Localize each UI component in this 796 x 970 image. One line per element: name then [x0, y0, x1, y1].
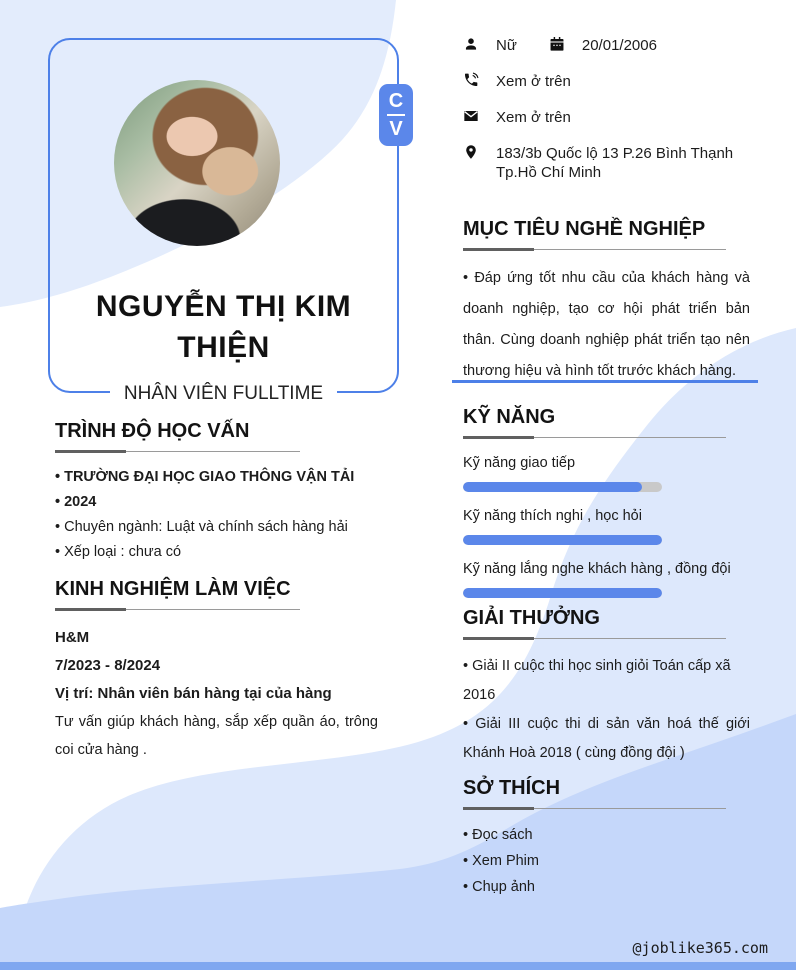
email-value: Xem ở trên: [496, 109, 571, 126]
phone-value: Xem ở trên: [496, 73, 571, 90]
skill-item: [463, 505, 750, 545]
hobby-item: • Chụp ảnh: [463, 879, 535, 895]
address-value: 183/3b Quốc lộ 13 P.26 Bình Thạnh Tp.Hồ Chí Minh: [496, 145, 734, 181]
education-year: • 2024: [55, 494, 97, 510]
location-icon: [463, 144, 479, 160]
person-icon: [463, 36, 479, 52]
skill-label: Kỹ năng thích nghi , học hỏi: [463, 508, 642, 524]
experience-section: [55, 578, 378, 764]
skill-bar-fill: [463, 535, 662, 545]
hobbies-underline: [463, 807, 726, 810]
cv-badge-divider: [387, 114, 405, 116]
experience-description: Tư vấn giúp khách hàng, sắp xếp quần áo, trông coi cửa hàng .: [55, 714, 378, 758]
skill-item: [463, 452, 750, 492]
contact-section: [463, 36, 750, 199]
experience-title: KINH NGHIỆM LÀM VIỆC: [55, 578, 291, 600]
profile-photo: [114, 80, 280, 246]
birthday-value: 20/01/2006: [581, 37, 657, 54]
education-major: • Chuyên ngành: Luật và chính sách hàng hải: [55, 519, 348, 535]
candidate-name: NGUYỄN THỊ KIM THIỆN: [95, 290, 352, 364]
experience-company: H&M: [55, 629, 90, 646]
awards-section: [463, 607, 750, 768]
skill-bar-fill: [463, 482, 642, 492]
education-grade: • Xếp loại : chưa có: [55, 544, 182, 560]
experience-period: 7/2023 - 8/2024: [55, 657, 161, 674]
contact-row-phone: [463, 72, 750, 91]
education-underline: [55, 450, 300, 453]
phone-icon: [463, 72, 479, 88]
contact-row-email: [463, 108, 750, 127]
hobbies-title: SỞ THÍCH: [463, 777, 561, 799]
contact-row-address: [463, 144, 750, 182]
cv-badge-bottom-letter: V: [389, 118, 403, 140]
award-item: • Giải II cuộc thi học sinh giỏi Toán cấp xã 2016: [463, 658, 731, 703]
skill-label: Kỹ năng giao tiếp: [463, 455, 576, 471]
skills-section: [463, 406, 750, 598]
objective-text: • Đáp ứng tốt nhu cầu của khách hàng và doanh nghiệp, tạo cơ hội phát triển bản thân. Cùng doanh nghiệp phát triển tạo nên thương hiệu và hình tốt trước khách hàng.: [463, 270, 750, 379]
contact-row-gender-birthday: [463, 36, 750, 55]
skill-item: [463, 558, 750, 598]
objective-section: [463, 218, 750, 387]
watermark-handle: @joblike365.com: [632, 939, 768, 957]
blue-divider-line: [452, 380, 758, 383]
hobbies-section: [463, 777, 750, 900]
objective-underline: [463, 248, 726, 251]
hobby-item: • Đọc sách: [463, 827, 533, 843]
skill-bar-track: [463, 588, 662, 598]
education-section: [55, 420, 378, 565]
cv-badge-top-letter: C: [388, 90, 404, 112]
awards-underline: [463, 637, 726, 640]
experience-position: Vị trí: Nhân viên bán hàng tại của hàng: [55, 685, 332, 702]
profile-card: [48, 38, 404, 404]
cv-badge: [379, 84, 413, 146]
skill-bar-track: [463, 482, 662, 492]
objective-title: MỤC TIÊU NGHỀ NGHIỆP: [463, 218, 706, 240]
education-title: TRÌNH ĐỘ HỌC VẤN: [55, 420, 250, 442]
candidate-subtitle-wrap: [50, 383, 397, 405]
award-item: • Giải III cuộc thi di sản văn hoá thế giới Khánh Hoà 2018 ( cùng đồng đội ): [463, 716, 750, 761]
hobby-item: • Xem Phim: [463, 853, 539, 869]
skill-bar-track: [463, 535, 662, 545]
skill-bar-fill: [463, 588, 662, 598]
skill-label: Kỹ năng lắng nghe khách hàng , đồng đội: [463, 561, 731, 577]
email-icon: [463, 108, 479, 124]
experience-underline: [55, 608, 300, 611]
candidate-subtitle: NHÂN VIÊN FULLTIME: [110, 383, 337, 405]
awards-title: GIẢI THƯỞNG: [463, 607, 600, 629]
skills-underline: [463, 436, 726, 439]
calendar-icon: [549, 36, 565, 52]
education-school: • TRƯỜNG ĐẠI HỌC GIAO THÔNG VẬN TẢI: [55, 469, 355, 485]
gender-value: Nữ: [496, 37, 517, 54]
skills-title: KỸ NĂNG: [463, 406, 556, 428]
